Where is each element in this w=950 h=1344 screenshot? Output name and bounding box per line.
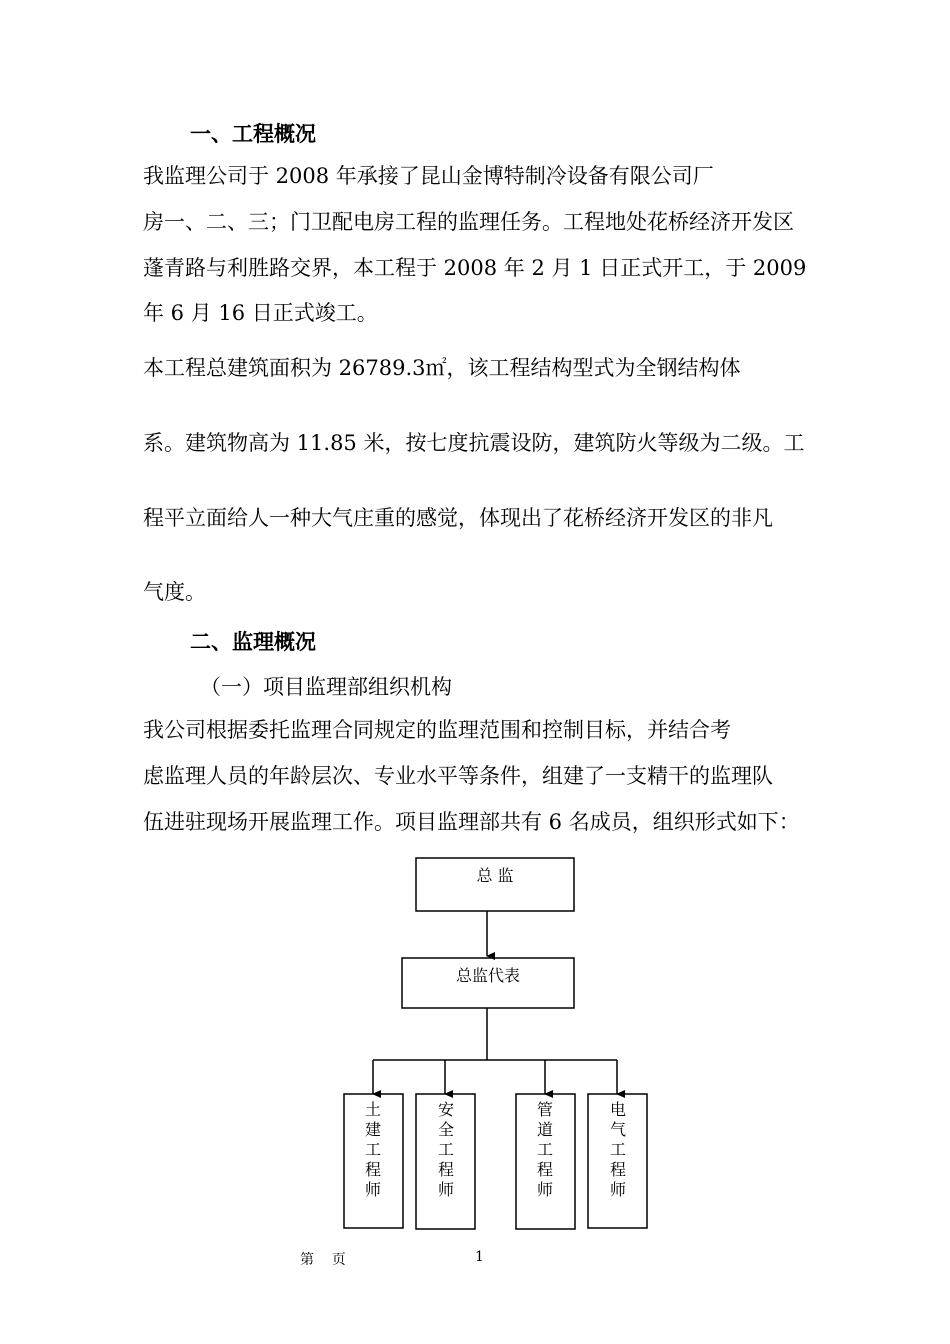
deputy-supervisor-label: 总监代表: [455, 966, 521, 985]
svg-text:土: 土: [364, 1100, 382, 1119]
civil-engineer-label: [365, 1100, 381, 1199]
piping-engineer-label: [537, 1100, 553, 1199]
paragraph-line: 年 6 月 16 日正式竣工。: [143, 301, 378, 325]
svg-text:程: 程: [364, 1160, 382, 1179]
section-2-heading: 二、监理概况: [190, 630, 316, 654]
svg-text:师: 师: [437, 1180, 455, 1199]
svg-text:工: 工: [609, 1140, 627, 1159]
svg-text:师: 师: [609, 1180, 627, 1199]
chief-supervisor-label: 总 监: [476, 866, 514, 885]
svg-text:工: 工: [364, 1140, 382, 1159]
subsection-heading: （一）项目监理部组织机构: [200, 675, 452, 699]
paragraph-line: 我公司根据委托监理合同规定的监理范围和控制目标，并结合考: [143, 718, 731, 742]
paragraph-line: 房一、二、三；门卫配电房工程的监理任务。工程地处花桥经济开发区: [143, 210, 794, 234]
svg-text:气: 气: [609, 1120, 627, 1139]
paragraph-line: 气度。: [143, 580, 206, 604]
paragraph-line: 我监理公司于 2008 年承接了昆山金博特制冷设备有限公司厂: [143, 164, 714, 188]
svg-text:安: 安: [437, 1100, 455, 1119]
svg-text:工: 工: [536, 1140, 554, 1159]
paragraph-line: 伍进驻现场开展监理工作。项目监理部共有 6 名成员，组织形式如下：: [143, 810, 800, 834]
paragraph-line: 虑监理人员的年龄层次、专业水平等条件，组建了一支精干的监理队: [143, 764, 773, 788]
svg-text:程: 程: [536, 1160, 554, 1179]
footer-page-number: 1: [475, 1249, 484, 1265]
svg-text:程: 程: [609, 1160, 627, 1179]
svg-text:道: 道: [536, 1120, 554, 1139]
paragraph-line: 程平立面给人一种大气庄重的感觉，体现出了花桥经济开发区的非凡: [143, 506, 773, 530]
svg-text:师: 师: [536, 1180, 554, 1199]
svg-text:建: 建: [364, 1120, 382, 1139]
paragraph-line: 系。建筑物高为 11.85 米，按七度抗震设防，建筑防火等级为二级。工: [143, 431, 805, 455]
paragraph-line: 本工程总建筑面积为 26789.3㎡，该工程结构型式为全钢结构体: [143, 356, 741, 380]
footer-page-label: 第 页: [300, 1252, 346, 1268]
svg-text:师: 师: [364, 1180, 382, 1199]
safety-engineer-label: [438, 1100, 454, 1199]
svg-text:工: 工: [437, 1140, 455, 1159]
svg-text:全: 全: [437, 1120, 455, 1139]
paragraph-line: 蓬青路与利胜路交界，本工程于 2008 年 2 月 1 日正式开工，于 2009: [143, 256, 807, 280]
svg-text:管: 管: [536, 1100, 554, 1119]
svg-text:电: 电: [609, 1100, 627, 1119]
svg-text:程: 程: [437, 1160, 455, 1179]
section-1-heading: 一、工程概况: [190, 122, 316, 146]
electrical-engineer-label: [610, 1100, 626, 1199]
